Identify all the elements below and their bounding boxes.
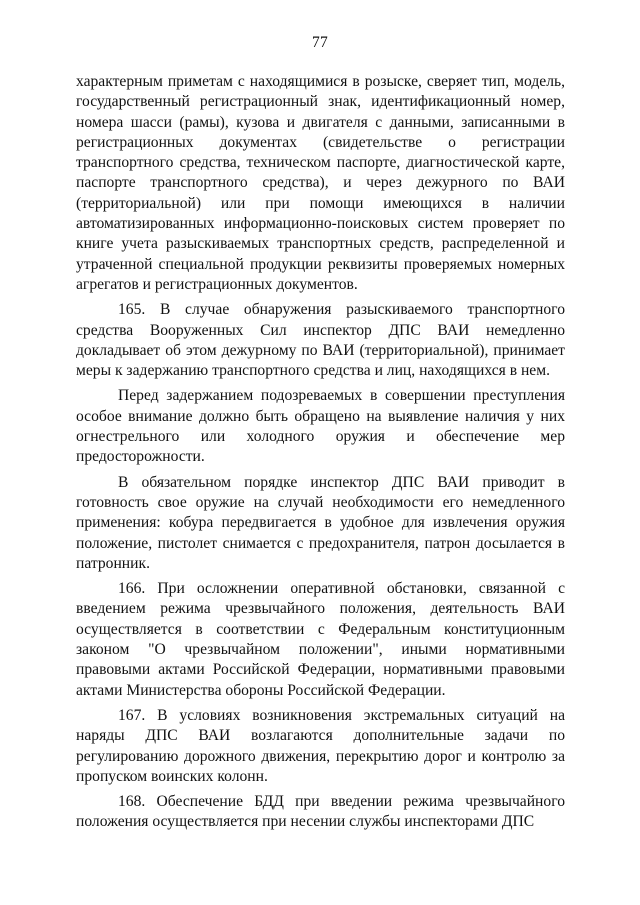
page-number: 77 (311, 34, 329, 51)
paragraph-165-weapon: В обязательном порядке инспектор ДПС ВАИ приводит в готовность свое оружие на случай необходимости его немедленного применения: кобура передвигается в удобное для извлечения оружия положение, пистолет снимается с предохранителя, патрон досылается в патронник. (76, 473, 565, 572)
body-text (76, 72, 565, 838)
paragraph-continued: характерным приметам с находящимися в розыске, сверяет тип, модель, государственный регистрационный знак, идентификационный номер, номера шасси (рамы), кузова и двигателя с данными, записанными в регистрационных документах (свидетельстве о регистрации транспортного средства, техническом паспорте, диагностической карте, паспорте транспортного средства), и через дежурного по ВАИ (территориальной) или при помощи имеющихся в наличии автоматизированных информационно-поисковых систем проверяет по книге учета разыскиваемых транспортных средств, распределенной и утраченной специальной продукции реквизиты проверяемых номерных агрегатов и регистрационных документов. (76, 73, 565, 293)
paragraph-168: 168. Обеспечение БДД при введении режима чрезвычайного положения осуществляется при несении службы инспекторами ДПС (76, 793, 565, 831)
paragraph-165: 165. В случае обнаружения разыскиваемого транспортного средства Вооруженных Сил инспектор ДПС ВАИ немедленно докладывает об этом дежурному по ВАИ (территориальной), принимает меры к задержанию транспортного средства и лиц, находящихся в нем. (76, 301, 565, 380)
paragraph-167: 167. В условиях возникновения экстремальных ситуаций на наряды ДПС ВАИ возлагаются дополнительные задачи по регулированию дорожного движения, перекрытию дорог и контролю за пропуском воинских колонн. (76, 706, 565, 785)
paragraph-165-detention: Перед задержанием подозреваемых в совершении преступления особое внимание должно быть обращено на выявление наличия у них огнестрельного или холодного оружия и обеспечение мер предосторожности. (76, 387, 565, 466)
paragraph-166: 166. При осложнении оперативной обстановки, связанной с введением режима чрезвычайного положения, деятельность ВАИ осуществляется в соответствии с Федеральным конституционным законом "О чрезвычайном положении", иными нормативными правовыми актами Российской Федерации, нормативными правовыми актами Министерства обороны Российской Федерации. (76, 580, 565, 699)
